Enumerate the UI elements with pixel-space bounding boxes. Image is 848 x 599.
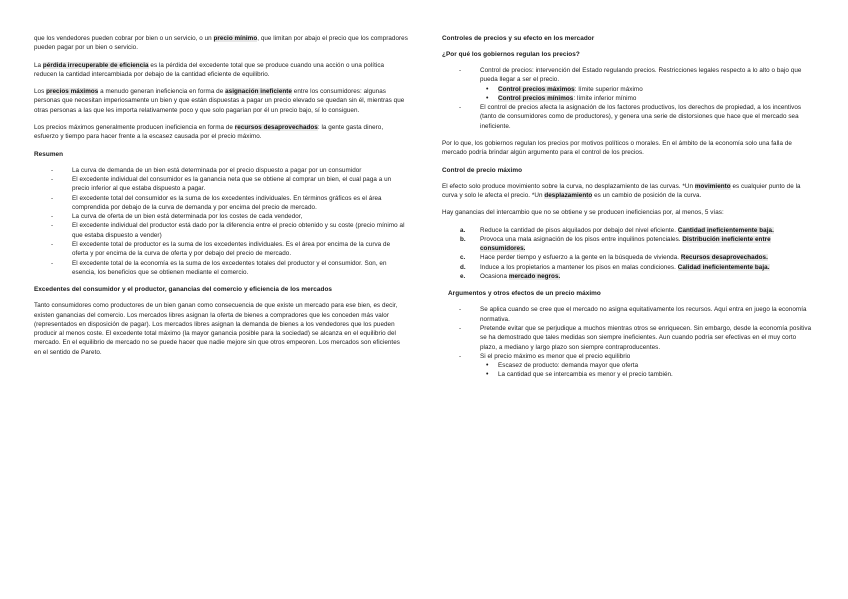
paragraph-recursos-desaprovechados: Los precios máximos generalmente producen ineficiencia en forma de recursos desaprovechados: la gente gasta dinero, esfuerzo y tiempo para hacer frente a la escasez causada por el precio máximo. xyxy=(34,124,384,141)
argumentos-list xyxy=(442,305,812,379)
list-item: d. Induce a los propietarios a mantener los pisos en malas condiciones. Calidad ineficientemente baja. xyxy=(460,263,770,271)
list-item: a. Reduce la cantidad de pisos alquilados por debajo del nivel eficiente. Cantidad ineficientemente baja. xyxy=(460,226,774,234)
resumen-list xyxy=(34,166,408,278)
consecuencias-list xyxy=(480,361,812,380)
right-column xyxy=(442,34,812,388)
paragraph-efecto-curva: El efecto solo produce movimiento sobre la curva, no desplazamiento de las curvas. *Un movimiento es cualquier punto de la curva y solo le afecta el precio. *Un desplazamiento es un cambio de posición de la curva. xyxy=(442,182,801,199)
list-item: - La curva de oferta de un bien está determinada por los costes de cada vendedor, xyxy=(34,212,408,221)
term-precios-maximos: precios máximos xyxy=(46,88,99,96)
list-item: c. Hace perder tiempo y esfuerzo a la gente en la búsqueda de vivienda. Recursos desaprovechados. xyxy=(460,254,768,262)
heading-por-que-regulan: ¿Por qué los gobiernos regulan los precios? xyxy=(442,51,580,58)
list-item: - Pretende evitar que se perjudique a muchos mientras otros se enriquecen. Sin embargo, desde la economía positiva se ha demostrado que tales medidas son siempre ineficientes. Aun cuando podría ser efectivas en el muy corto plazo, a mediano y largo plazo son siempre contraproducentes. xyxy=(442,324,812,352)
paragraph-precios-maximos: Los precios máximos a menudo generan ineficiencia en forma de asignación ineficiente entre los consumidores: algunas personas que necesitan imperiosamente un bien y que están dispuestas a pagar un precio elevado se quedan sin él, mientras que otras personas a las que les importa relativamente poco y que solo pagarían por él un precio bajo, sí lo consiguen. xyxy=(34,88,405,114)
list-item: e. Ocasiona mercado negros. xyxy=(460,273,561,281)
heading-excedentes: Excedentes del consumidor y el productor, ganancias del comercio y eficiencia de los mercados xyxy=(34,286,333,294)
term-recursos-desaprovechados: recursos desaprovechados xyxy=(234,124,318,132)
term-precio-minimo: precio mínimo xyxy=(213,35,258,42)
list-item: - Control de precios: intervención del Estado regulando precios. Restricciones legales respecto a lo alto o bajo que pueda llegar a ser el precio. • Control precios máximos: límite superior máximo • Control precios mínimos: límite inferior mínimo xyxy=(442,66,812,103)
left-column xyxy=(34,34,408,365)
paragraph-ganancias-intercambio: Hay ganancias del intercambio que no se obtiene y se producen ineficiencias por, al menos, 5 vías: xyxy=(442,209,724,217)
paragraph-por-lo-que: Por lo que, los gobiernos regulan los precios por motivos políticos o morales. En el ámbito de la economía solo una falla de mercado podría brindar algún argumento para el control de los precios. xyxy=(442,140,792,157)
list-item: • Escasez de producto: demanda mayor que oferta xyxy=(480,361,812,370)
list-item: - El excedente total del consumidor es la suma de los excedentes individuales. En términos gráficos es el área comprendida por debajo de la curva de demanda y por encima del precio de mercado. xyxy=(34,194,408,213)
list-item: - El control de precios afecta la asignación de los factores productivos, los derechos de propiedad, a los incentivos (tanto de consumidores como de productores), y genera una serie de distorsiones que hace que el mercado sea ineficiente. xyxy=(442,103,812,131)
term-perdida-irrecuperable: pérdida irrecuperable de eficiencia xyxy=(42,61,149,69)
list-item: - El excedente individual del productor está dado por la diferencia entre el precio obtenido y su coste (precio mínimo al que estaba dispuesto a vender) xyxy=(34,221,408,240)
term-asignacion-ineficiente: asignación ineficiente xyxy=(225,88,292,96)
list-item: b. Provoca una mala asignación de los pisos entre inquilinos potenciales. Distribución ineficiente entre consumidores. xyxy=(460,235,771,253)
term-control-minimos: Control precios mínimos xyxy=(498,94,574,102)
term-movimiento: movimiento xyxy=(694,182,731,190)
list-item: - El excedente individual del consumidor es la ganancia neta que se obtiene al comprar un bien, el cual paga a un precio inferior al que estaba dispuesto a pagar. xyxy=(34,175,408,194)
list-item: - Si el precio máximo es menor que el precio equilibrio • Escasez de producto: demanda mayor que oferta • La cantidad que se intercambia es menor y el precio también. xyxy=(442,352,812,380)
heading-resumen: Resumen xyxy=(34,150,64,158)
ineficiencias-list xyxy=(442,226,812,282)
list-item: • La cantidad que se intercambia es menor y el precio también. xyxy=(480,370,812,379)
paragraph-excedentes: Tanto consumidores como productores de un bien ganan como consecuencia de que existe un mercado para ese bien, es decir, existen ganancias del comercio. Los mercados libres asignan la oferta de bienes a compradores que les conceden más valor (representados en disposición de pagar). Los mercados libres asignan la demanda de bienes a los vendedores que los pueden producir al menos coste. El excedente total máximo (la mayor ganancia posible para la sociedad) se alcanza en el equilibrio del mercado. En el equilibrio de mercado no se puede hacer que nadie mejore sin que otros empeoren. Los mercados son eficientes en el sentido de Pareto. xyxy=(34,302,400,356)
list-item: - Se aplica cuando se cree que el mercado no asigna equitativamente los recursos. Aquí entra en juego la economía normativa. xyxy=(442,305,812,324)
list-item: - La curva de demanda de un bien está determinada por el precio dispuesto a pagar por un consumidor xyxy=(34,166,408,175)
control-types-list xyxy=(480,85,812,104)
term-control-maximos: Control precios máximos xyxy=(498,85,575,93)
paragraph-perdida-irrecuperable: La pérdida irrecuperable de eficiencia es la pérdida del excedente total que se produce cuando una acción o una política reducen la cantidad intercambiada por debajo de la cantidad eficiente de equilibrio. xyxy=(34,61,385,78)
heading-argumentos: Argumentos y otros efectos de un precio máximo xyxy=(448,290,601,298)
heading-control-precio-maximo: Control de precio máximo xyxy=(442,166,523,174)
list-item: • Control precios máximos: límite superior máximo xyxy=(480,85,812,94)
list-item: - El excedente total de productor es la suma de los excedentes individuales. Es el área por encima de la curva de oferta y por encima de la curva de oferta y por debajo del precio de mercado. xyxy=(34,240,408,259)
control-precios-list xyxy=(442,66,812,131)
list-item: • Control precios mínimos: límite inferior mínimo xyxy=(480,94,812,103)
list-item: - El excedente total de la economía es la suma de los excedentes totales del productor y el consumidor. Son, en esencia, los beneficios que se obtienen mediante el comercio. xyxy=(34,259,408,278)
paragraph-precio-minimo: que los vendedores pueden cobrar por bien o un servicio, o un precio mínimo, que limitan por abajo el precio que los compradores pueden pagar por un bien o servicio. xyxy=(34,35,408,52)
term-desplazamiento: desplazamiento xyxy=(544,191,593,199)
heading-controles-precios: Controles de precios y su efecto en los mercador xyxy=(442,35,595,42)
